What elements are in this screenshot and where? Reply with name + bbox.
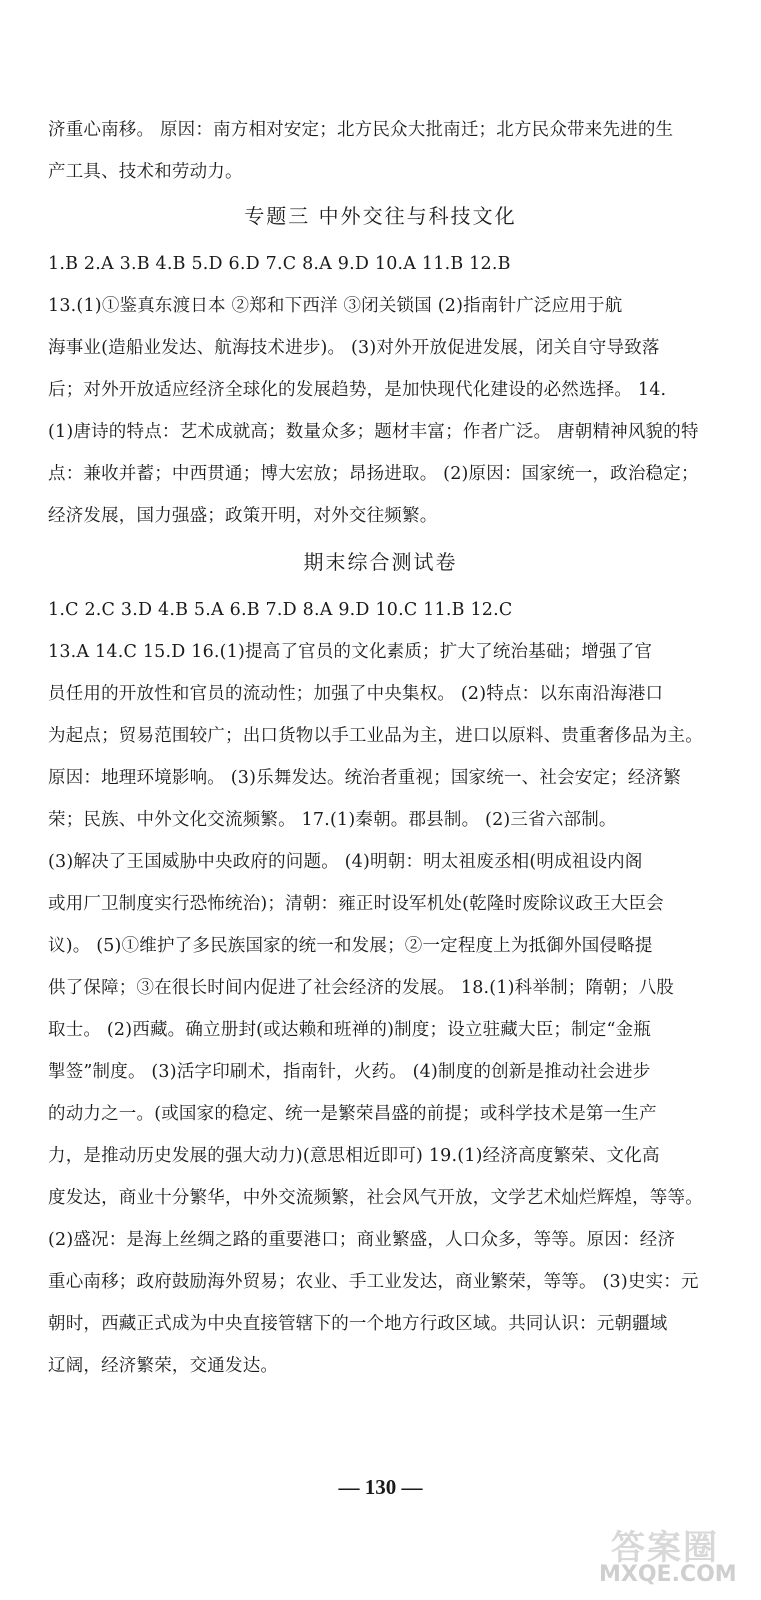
text-line: 辽阔，经济繁荣，交通发达。	[48, 1356, 279, 1376]
text-line: (3)解决了王国威胁中央政府的问题。 (4)明朝：明太祖废丞相(明成祖设内阁	[48, 852, 643, 872]
watermark-logo	[591, 1520, 751, 1592]
text-line: 掣签”制度。 (3)活字印刷术，指南针，火药。 (4)制度的创新是推动社会进步	[48, 1062, 651, 1082]
text-line: 后；对外开放适应经济全球化的发展趋势，是加快现代化建设的必然选择。 14.	[48, 380, 667, 400]
text-line: 为起点；贸易范围较广；出口货物以手工业品为主，进口以原料、贵重奢侈品为主。	[48, 726, 703, 746]
page-number: — 130 —	[338, 1475, 423, 1499]
watermark-glyphs: 答案圈	[611, 1528, 719, 1568]
text-line: 或用厂卫制度实行恐怖统治)；清朝：雍正时设军机处(乾隆时废除议政王大臣会	[48, 894, 664, 914]
text-line: 取士。 (2)西藏。确立册封(或达赖和班禅的)制度；设立驻藏大臣；制定“金瓶	[48, 1020, 652, 1040]
text-line: 原因：地理环境影响。 (3)乐舞发达。统治者重视；国家统一、社会安定；经济繁	[48, 768, 681, 788]
text-line: 荣；民族、中外文化交流频繁。 17.(1)秦朝。郡县制。 (2)三省六部制。	[48, 810, 617, 830]
text-line: 海事业(造船业发达、航海技术进步)。 (3)对外开放促进发展，闭关自守导致落	[48, 338, 660, 358]
section-title-topic-3: 专题三 中外交往与科技文化	[244, 204, 517, 228]
text-line: 产工具、技术和劳动力。	[48, 162, 243, 182]
text-line: 议)。 (5)①维护了多民族国家的统一和发展；②一定程度上为抵御外国侵略提	[48, 936, 653, 956]
watermark-url: MXQE.COM	[599, 1562, 737, 1587]
section-title-final-test: 期末综合测试卷	[303, 550, 458, 574]
text-line: 济重心南移。 原因：南方相对安定；北方民众大批南迁；北方民众带来先进的生	[48, 120, 674, 140]
text-line: 13.A 14.C 15.D 16.(1)提高了官员的文化素质；扩大了统治基础；增强了官	[48, 642, 653, 662]
text-line: 员任用的开放性和官员的流动性；加强了中央集权。 (2)特点：以东南沿海港口	[48, 684, 664, 704]
text-line: 13.(1)①鉴真东渡日本 ②郑和下西洋 ③闭关锁国 (2)指南针广泛应用于航	[48, 296, 623, 316]
text-line: 力，是推动历史发展的强大动力)(意思相近即可) 19.(1)经济高度繁荣、文化高	[48, 1146, 660, 1166]
text-line: 点：兼收并蓄；中西贯通；博大宏放；昂扬进取。 (2)原因：国家统一，政治稳定；	[48, 464, 699, 484]
text-line: 经济发展，国力强盛；政策开明，对外交往频繁。	[48, 506, 438, 526]
text-line: 朝时，西藏正式成为中央直接管辖下的一个地方行政区域。共同认识：元朝疆域	[48, 1314, 668, 1334]
text-line: (1)唐诗的特点：艺术成就高；数量众多；题材丰富；作者广泛。 唐朝精神风貌的特	[48, 422, 699, 442]
text-line: 的动力之一。(或国家的稳定、统一是繁荣昌盛的前提；或科学技术是第一生产	[48, 1104, 657, 1124]
text-line: 重心南移；政府鼓励海外贸易；农业、手工业发达，商业繁荣，等等。 (3)史实：元	[48, 1272, 699, 1292]
multiple-choice-answers: 1.B 2.A 3.B 4.B 5.D 6.D 7.C 8.A 9.D 10.A 11.B 12.B	[48, 254, 511, 274]
text-line: 度发达，商业十分繁华，中外交流频繁，社会风气开放，文学艺术灿烂辉煌，等等。	[48, 1188, 703, 1208]
multiple-choice-answers: 1.C 2.C 3.D 4.B 5.A 6.B 7.D 8.A 9.D 10.C 11.B 12.C	[48, 600, 513, 620]
text-line: (2)盛况：是海上丝绸之路的重要港口；商业繁盛，人口众多，等等。原因：经济	[48, 1230, 676, 1250]
text-line: 供了保障；③在很长时间内促进了社会经济的发展。 18.(1)科举制；隋朝；八股	[48, 978, 674, 998]
